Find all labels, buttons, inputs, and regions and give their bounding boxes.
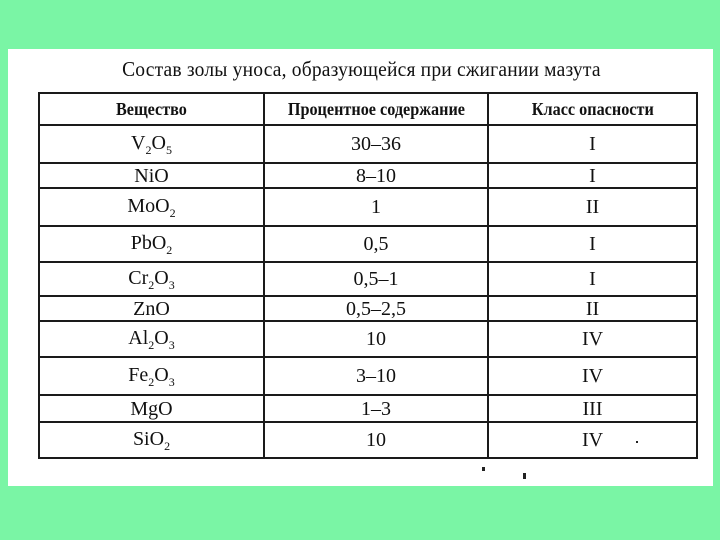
formula-text: Al bbox=[128, 326, 149, 349]
cell-hazard-class: III bbox=[488, 395, 697, 422]
formula-text: Cr bbox=[128, 266, 149, 289]
scan-speck bbox=[482, 467, 485, 471]
formula-text: ZnO bbox=[133, 297, 170, 320]
cell-substance bbox=[39, 262, 264, 296]
formula-text: O bbox=[154, 266, 169, 289]
cell-percent: 1 bbox=[264, 188, 488, 226]
formula-text: MgO bbox=[130, 397, 173, 420]
cell-hazard-class: IV bbox=[488, 321, 697, 357]
formula-subscript: 3 bbox=[168, 277, 175, 292]
formula-text: O bbox=[154, 363, 169, 386]
table-row bbox=[39, 125, 697, 163]
table-row bbox=[39, 296, 697, 321]
formula-subscript: 3 bbox=[168, 374, 175, 389]
cell-percent: 0,5 bbox=[264, 226, 488, 262]
cell-hazard-class: I bbox=[488, 125, 697, 163]
header-percent: Процентное содержание bbox=[264, 93, 488, 125]
cell-substance bbox=[39, 422, 264, 458]
cell-substance bbox=[39, 188, 264, 226]
table-row bbox=[39, 226, 697, 262]
cell-percent: 30–36 bbox=[264, 125, 488, 163]
header-hazard-class: Класс опасности bbox=[488, 93, 697, 125]
scan-speck bbox=[523, 473, 526, 479]
cell-hazard-class: II bbox=[488, 188, 697, 226]
cell-hazard-class: IV bbox=[488, 357, 697, 395]
cell-substance bbox=[39, 163, 264, 188]
cell-percent: 10 bbox=[264, 422, 488, 458]
formula-text: O bbox=[151, 131, 166, 154]
formula-subscript: 2 bbox=[148, 374, 155, 389]
cell-hazard-class: I bbox=[488, 262, 697, 296]
cell-substance bbox=[39, 357, 264, 395]
formula-text: Fe bbox=[128, 363, 149, 386]
cell-percent: 1–3 bbox=[264, 395, 488, 422]
formula-text: V bbox=[131, 131, 146, 154]
table-row bbox=[39, 357, 697, 395]
ash-composition-table bbox=[38, 92, 698, 459]
header-substance: Вещество bbox=[39, 93, 264, 125]
table-row bbox=[39, 188, 697, 226]
cell-percent: 8–10 bbox=[264, 163, 488, 188]
formula-subscript: 2 bbox=[164, 438, 171, 453]
formula-text: PbO bbox=[130, 231, 167, 254]
formula-subscript: 2 bbox=[166, 242, 173, 257]
cell-percent: 0,5–2,5 bbox=[264, 296, 488, 321]
table-title: Состав золы уноса, образующейся при сжигании мазута bbox=[122, 57, 601, 81]
cell-substance bbox=[39, 296, 264, 321]
cell-hazard-class: II bbox=[488, 296, 697, 321]
table-row bbox=[39, 422, 697, 458]
cell-substance bbox=[39, 395, 264, 422]
cell-hazard-class: I bbox=[488, 163, 697, 188]
cell-percent: 10 bbox=[264, 321, 488, 357]
table-row bbox=[39, 262, 697, 296]
formula-subscript: 2 bbox=[148, 337, 155, 352]
formula-text: NiO bbox=[134, 164, 169, 187]
cell-hazard-class: I bbox=[488, 226, 697, 262]
formula-subscript: 3 bbox=[168, 337, 175, 352]
formula-subscript: 2 bbox=[145, 142, 152, 157]
cell-substance bbox=[39, 226, 264, 262]
cell-percent: 3–10 bbox=[264, 357, 488, 395]
cell-percent: 0,5–1 bbox=[264, 262, 488, 296]
formula-subscript: 5 bbox=[165, 142, 172, 157]
table-row bbox=[39, 321, 697, 357]
header-row bbox=[39, 93, 697, 125]
table-row bbox=[39, 395, 697, 422]
table-row bbox=[39, 163, 697, 188]
formula-text: MoO bbox=[127, 194, 170, 217]
cell-substance bbox=[39, 321, 264, 357]
formula-text: O bbox=[154, 326, 169, 349]
scan-speck bbox=[636, 441, 638, 443]
cell-hazard-class: IV bbox=[488, 422, 697, 458]
cell-substance bbox=[39, 125, 264, 163]
formula-text: SiO bbox=[132, 427, 165, 450]
slide-sheet bbox=[8, 49, 713, 486]
formula-subscript: 2 bbox=[148, 277, 155, 292]
formula-subscript: 2 bbox=[169, 205, 176, 220]
